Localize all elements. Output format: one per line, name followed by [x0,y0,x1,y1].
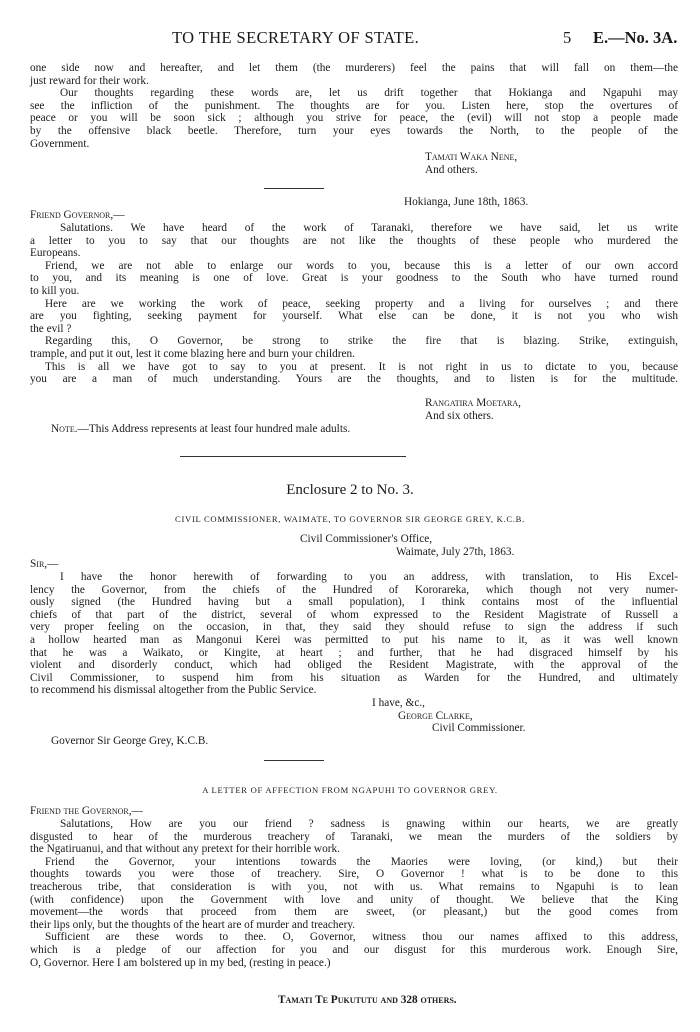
paragraph-line: Regarding this, O Governor, be strong to strike the fire that is blazing. Strike, extinguish, [45,335,678,348]
paragraph-line: movement—the words that proceed from them are sweet, (or pleasant,) but the good comes from [30,906,678,919]
paragraph-line: Here are we working the work of peace, seeking property and a living for ourselves ; and there [45,297,678,310]
paragraph-line: to recommend his dismissal altogether from the Public Service. [30,684,317,697]
section-divider [180,456,406,457]
paragraph-line: Civil Commissioner, to suspend him from his situation as Warden for the Hundred, and ultimately [30,671,678,684]
paragraph-line: lency the Governor, from the chiefs of the Hundred of Kororareka, which though not very numer- [30,583,678,596]
paragraph-line: Sufficient are these words to thee. O, Governor, witness thou our names affixed to this address, [45,931,678,944]
letter-3-caption: A LETTER OF AFFECTION FROM NGAPUHI TO GOVERNOR GREY. [202,785,498,795]
place-date: Waimate, July 27th, 1863. [396,546,515,558]
paragraph-line: Friend the Governor, your intentions towards the Maories were loving, (or kind,) but their [45,855,678,868]
letter-3-body [30,818,678,969]
signatory-title: Civil Commissioner. [432,722,526,734]
paragraph-line: that he was a Waikato, or Kingite, at heart ; and further, that he had disgraced himself by his [30,646,678,659]
paragraph-line: the Ngatiruanui, and that without any pretext for their horrible work. [30,843,340,856]
paragraph-line: ously signed (the Hundred having but a small population), I think contains most of the influential [30,596,678,609]
paragraph-line: the evil ? [30,322,72,335]
paragraph-line: just reward for their work. [30,74,149,87]
salutation: Friend Governor,— [30,209,125,221]
document-reference: E.—No. 3A. [593,28,678,47]
note-text: —This Address represents at least four hundred male adults. [77,423,351,435]
enclosure-heading: Enclosure 2 to No. 3. [286,482,414,498]
paragraph-line: you are a man of much understanding. Yours are the thoughts, and to listen is for the multitude. [30,373,678,386]
paragraph-line: disgusted to hear of the murderous treachery of Taranaki, we mean the murders of the soldiers by [30,830,678,843]
paragraph-line: treacherous tribe, that consideration is with you, not with us. What remains to Ngapuhi is to lean [30,880,678,893]
paragraph-line: to you, and its meaning is one of love. Great is your goodness to the South who have turned round [30,272,678,285]
section-divider [264,760,324,761]
enclosure-caption: CIVIL COMMISSIONER, WAIMATE, TO GOVERNOR SIR GEORGE GREY, K.C.B. [175,514,525,524]
paragraph-line: Our thoughts regarding these words are, let us drift together that Hokianga and Ngapuhi may [60,87,678,100]
address-note [51,423,350,436]
paragraph-line: (with confidence) upon the Government with love and unity of thought. We believe that the King [30,893,678,906]
signatory-name: George Clarke, [398,710,473,722]
paragraph-line: Salutations, How are you our friend ? sadness is gnawing within our hearts, we are greatly [60,818,678,830]
signatory-name: Tamati Waka Nene, [425,151,518,163]
letter-1-body [30,62,678,150]
addressee: Governor Sir George Grey, K.C.B. [51,735,209,747]
note-label: Note. [51,423,78,435]
paragraph-line: by the offensive black beetle. Therefore, turn your eyes towards the North, to the people of the [30,124,678,137]
salutation: Sir,— [30,558,59,570]
paragraph-line: their lips only, but the thoughts of the heart are of murder and treachery. [30,918,356,931]
paragraph-line: to kill you. [30,284,80,297]
page-number: 5 [563,28,572,47]
paragraph-line: which is a pledge of our affection for you and our disgust for this murderous work. Enough Sire, [30,943,678,956]
paragraph-line: very proper feeling on the occasion, in that, they said they should refuse to sign the address if such [30,621,678,634]
paragraph-line: Friend, we are not able to enlarge our words to you, because this is a letter of our own accord [45,259,678,272]
signatory-note: And six others. [425,410,494,422]
closing: I have, &c., [372,697,426,709]
office-line: Civil Commissioner's Office, [300,533,433,545]
enclosure-body [30,571,678,697]
paragraph-line: I have the honor herewith of forwarding to you an address, with translation, to His Excel- [60,571,678,583]
paragraph-line: chiefs of that part of the district, several of whom expressed to the Resident Magistrate of Russell a [30,608,678,621]
letter-2-body [30,222,678,386]
section-divider [264,188,324,189]
signatory-name: Rangatira Moetara, [425,397,521,409]
place-date: Hokianga, June 18th, 1863. [404,196,529,208]
paragraph-line: Europeans. [30,247,81,260]
paragraph-line: one side now and hereafter, and let them (the murderers) feel the pains that will fall on them—the [30,62,678,74]
salutation: Friend the Governor,— [30,805,143,817]
running-header [0,28,700,50]
signatory-name: Tamati Te Pukututu and 328 others. [278,994,457,1006]
paragraph-line: Government. [30,137,90,150]
paragraph-line: This is all we have got to say to you at present. It is not right in us to dictate to you, because [45,360,678,373]
paragraph-line: Salutations. We have heard of the work of Taranaki, therefore we have said, let us write [60,222,678,234]
paragraph-line: a hollow hearted man as Mangonui Kerei was permitted to put his name to it, as it was well known [30,633,678,646]
paragraph-line: a letter to you to say that our thoughts are not like the thoughts of these people who murdered the [30,234,678,247]
paragraph-line: O, Governor. Here I am bolstered up in my bed, (resting in peace.) [30,956,331,969]
header-title: TO THE SECRETARY OF STATE. [172,28,420,47]
paragraph-line: thoughts towards you were those of treachery. Sire, O Governor ! what is to be done to this [30,868,678,881]
paragraph-line: see the infliction of the punishment. The thoughts are for you. Listen here, stop the overtures of [30,99,678,112]
paragraph-line: violent and disorderly conduct, which had obliged the Resident Magistrate, with the approval of the [30,659,678,672]
paragraph-line: trample, and put it out, lest it come blazing here and burn your children. [30,347,356,360]
signatory-note: And others. [425,164,478,176]
paragraph-line: are you fighting, seeking payment for yourself. What else can be done, it is not you who wish [30,310,678,323]
paragraph-line: peace or you will be soon sick ; although you strive for peace, the (evil) will not stop a people made [30,112,678,125]
